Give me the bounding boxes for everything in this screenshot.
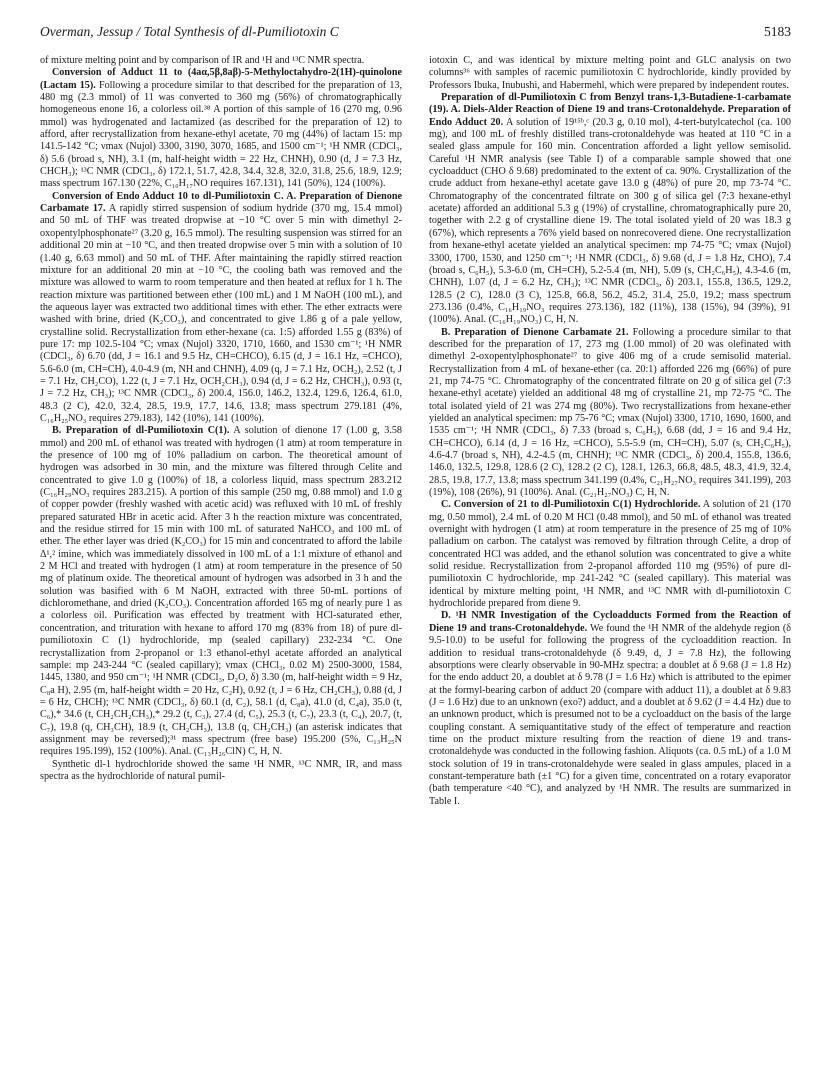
paragraph-text: We found the ¹H NMR of the aldehyde region (δ 9.5-10.0) to be useful for following the progress of the cycloaddition reaction. In addition to residual trans-crotonaldehyde (δ 9.49, d, J = 7.8 Hz), the following absorptions were clearly observable in 90-MHz spectra: a doublet at δ 9.68 (J = 1.8 Hz) for the endo adduct 20, a doublet at δ 9.78 (J = 1.6 Hz) which is attributed to the epimer at the formyl-bearing carbon of adduct 20 (compare with adduct 11), a doublet at δ 9.83 (J = 1.6 Hz) due to an unknown (exo?) adduct, and a doublet at δ 9.62 (J = 4.4 Hz) due to an unknown product, which is presumed not to be a cycloadduct on the basis of the large coupling constant. A semiquantitative study of the effect of temperature and reaction time on the product mixture resulting from the reaction of diene 19 and trans-crotonaldehyde was conducted in the following fashion. Aliquots (ca. 0.5 mL) of a 1.0 M stock solution of 19 in trans-crotonaldehyde were sealed in glass ampules, placed in a constant-temperature bath (±1 °C) for a given time, concentrated on a rotary evaporator (bath temperature <40 °C), and analyzed by ¹H NMR. The results are summarized in Table I. [429,622,791,807]
paragraph [40,55,402,67]
paragraph-text: A solution of 21 (170 mg, 0.50 mmol), 2.4 mL of 0.20 M HCl (0.48 mmol), and 50 mL of ethanol was treated overnight with hydrogen (1 atm) at room temperature in the presence of 25 mg of 10% palladium on carbon. The catalyst was removed by filtration through Celite, a drop of concentrated HCl was added, and the ethanol solution was concentrated to give a white solid residue. Recrystallization from 2-propanol afforded 110 mg (95%) of pure dl-pumiliotoxin C hydrochloride, mp 241-242 °C (sealed capillary). This material was identical by mixture melting point, ¹H NMR, and ¹³C NMR with dl-pumiliotoxin C hydrochloride prepared from diene 9. [429,499,791,610]
paragraph-text: iotoxin C, and was identical by mixture melting point and GLC analysis on two columns³⁶ with samples of racemic pumiliotoxin C hydrochloride, kindly provided by Professors Ibuka, Inubushi, and Habermehl, which were prepared by independent routes. [429,55,791,91]
paragraph [429,55,791,92]
paragraph [40,191,402,426]
right-column [429,55,791,1055]
paragraph [429,327,791,500]
section-heading: D. ¹H NMR Investigation of the Cycloadducts Formed from the Reaction of Diene 19 and trans-Crotonaldehyde. [429,610,791,634]
running-title: Overman, Jessup / Total Synthesis of dl-Pumiliotoxin C [40,24,339,39]
running-header [40,24,791,42]
paragraph [429,610,791,808]
section-heading: C. Conversion of 21 to dl-Pumiliotoxin C(1) Hydrochloride. [441,499,701,511]
section-heading: Conversion of Endo Adduct 10 to dl-Pumiliotoxin C. A. Preparation of Dienone Carbamate 17. [40,190,402,215]
section-heading: Preparation of dl-Pumiliotoxin C from Benzyl trans-1,3-Butadiene-1-carbamate (19). A. Diels-Alder Reaction of Diene 19 and trans-Crotonaldehyde. Preparation of Endo Adduct 20. [429,92,791,128]
paragraph [40,67,402,190]
section-heading: B. Preparation of Dienone Carbamate 21. [441,326,629,338]
paragraph-text: A solution of dienone 17 (1.00 g, 3.58 mmol) and 200 mL of ethanol was treated with hydrogen (1 atm) at room temperature in the presence of 100 mg of 10% palladium on carbon. The theoretical amount of hydrogen was adsorbed in 30 min, and the mixture was filtered through Celite and concentrated to give 1.0 g (100%) of 18, a colorless liquid, mass spectrum 283.212 (C₁₆H₂₉NO₃ requires 283.215). A portion of this sample (250 mg, 0.88 mmol) and 1.0 g of copper powder (freshly washed with acetic acid) was refluxed with 10 mL of freshly prepared saturated HBr in acetic acid. After 3 h the reaction mixture was concentrated, and the residue stirred for 15 min with 100 mL of saturated NaHCO₃ and 100 mL of ether. The ether layer was dried (K₂CO₃) for 15 min and concentrated to afford the labile Δ¹,² imine, which was immediately dissolved in 100 mL of a 1:1 mixture of ethanol and 2 M HCl and treated with hydrogen (1 atm) at room temperature in the presence of 50 mg of platinum oxide. The theoretical amount of hydrogen was adsorbed in 3 h and the solution was basified with 6 M NaOH, extracted with three 50-mL portions of dichloromethane, and dried (K₂CO₃). Concentration afforded 165 mg of nearly pure 1 as a colorless oil. Purification was effected by treatment with HCl-saturated ether, concentration, and trituration with hexane to afford 170 mg (83% from 18) of pure dl-pumiliotoxin C (1) hydrochloride, mp (sealed capillary) 232-234 °C. One recrystallization from 2-propanol or 1:3 ethanol-ethyl acetate afforded an analytical sample: mp 243-244 °C (sealed capillary); νmax (CHCl₃, 0.02 M) 2500-3000, 1584, 1445, 1380, and 950 cm⁻¹; ¹H NMR (CDCl₃, D₂O, δ) 3.30 (m, half-height width = 9 Hz, C₈a H), 2.95 (m, half-height width = 20 Hz, C₂H), 0.92 (t, J = 6 Hz, CH₂CH₃), 0.88 (d, J = 6 Hz, CHCH); ¹³C NMR (CDCl₃, δ) 60.1 (d, C₂), 58.1 (d, C₈a), 41.0 (d, C₄a), 35.0 (t, C₆),* 34.6 (t, CH₂CH₂CH₃),* 29.2 (t, C₃), 27.4 (d, C₅), 25.3 (t, C₇), 23.3 (t, C₄), 20.7, (t, C₇), 19.8 (q, CH₃CH), 18.9 (t, CH₂CH₃), 13.8 (q, CH₂CH₃) (an asterisk indicates that assignment may be reversed);³¹ mass spectrum (free base) 195.200 (5%, C₁₃H₂₅N requires 195.199), 152 (100%). Anal. (C₁₃H₂₆ClN) C, H, N. [40,425,402,758]
paragraph-text: Synthetic dl-1 hydrochloride showed the same ¹H NMR, ¹³C NMR, IR, and mass spectra as the hydrochloride of natural pumil- [40,758,402,782]
paragraph-text: Following a procedure similar to that described for the preparation of 13, 480 mg (2.3 mmol) of 11 was converted to 360 mg (56%) of chromatographically homogeneous enone 16, a colorless oil.³⁸ A portion of this sample of 16 (270 mg, 0.96 mmol) was hydrogenated and lactamized (as described for the preparation of 12) to afford, after recrystallization from hexane-ethyl acetate, 70 mg (44%) of lactam 15: mp 141.5-142 °C; νmax (Nujol) 3300, 3190, 3070, 1685, and 1500 cm⁻¹; ¹H NMR (CDCl₃, δ) 5.6 (broad s, NH), 3.1 (m, half-height width = 22 Hz, CHNH), 0.90 (d, J = 7.3 Hz, CHCH₃); ¹³C NMR (CDCl₃, δ) 172.1, 51.7, 42.8, 34.4, 32.8, 32.0, 31.8, 25.6, 18.9, 12.9; mass spectrum 167.130 (22%, C₁₀H₁₇NO requires 167.131), 141 (50%), 124 (100%). [40,79,402,190]
paragraph [429,92,791,327]
section-heading: B. Preparation of dl-Pumiliotoxin C(1). [52,425,230,437]
section-heading: Conversion of Adduct 11 to (4aα,5β,8aβ)-5-Methyloctahydro-2(1H)-quinolone (Lactam 15). [40,67,402,91]
paragraph [429,499,791,610]
paragraph [40,759,402,784]
page-number: 5183 [764,24,791,39]
paragraph-text: Following a procedure similar to that described for the preparation of 17, 273 mg (1.00 mmol) of 20 was olefinated with dimethyl 2-oxopentylphosphonate²⁷ to give 406 mg of a crude semisolid material. Recrystallization from 4 mL of hexane-ether (ca. 20:1) afforded 226 mg (66%) of pure 21, mp 74-75 °C. Chromatography of the concentrated filtrate on 20 g of silica gel (7:3 hexane-ethyl acetate) yielded an additional 48 mg of crystalline 21, mp 72-75 °C. The total isolated yield of 21 was 274 mg (80%). Two recrystallizations from hexane-ether yielded an analytical specimen: mp 75-76 °C; νmax (Nujol) 3300, 1710, 1690, 1600, and 1535 cm⁻¹; ¹H NMR (CDCl₃, δ) 7.33 (broad s, C₆H₅), 6.68 (dd, J = 16 and 9.4 Hz, CH=CHCO), 6.14 (d, J = 16 Hz, =CHCO), 5.5-5.9 (m, CH=CH), 5.07 (s, CH₂C₆H₅), 4.6-4.7 (broad s, NH), 4.2-4.5 (m, CHNH); ¹³C NMR (CDCl₃, δ) 200.4, 155.8, 136.6, 146.0, 132.5, 129.8, 128.6 (2 C), 128.2 (2 C), 128.1, 126.3, 66.8, 48.5, 48.3, 41.9, 32.4, 28.5, 19.8, 17.7, 13.8; mass spectrum 341.199 (0.4%, C₂₁H₂₇NO₃ requires 341.199), 203 (19%), 108 (26%), 91 (100%). Anal. (C₂₁H₂₇NO₃) C, H, N. [429,326,791,499]
paragraph [40,425,402,758]
paragraph-text: A rapidly stirred suspension of sodium hydride (370 mg, 15.4 mmol) and 50 mL of THF was treated dropwise at −10 °C over 5 min with dimethyl 2-oxopentylphosphonate²⁷ (3.20 g, 16.5 mmol). The resulting suspension was stirred for an additional 20 min at −10 °C, and then treated dropwise over 5 min with a solution of 10 (1.40 g, 6.63 mmol) and 50 mL of THF. After maintaining the rapidly stirred reaction mixture for an additional 20 min at −10 °C, the cooling bath was removed and the mixture was allowed to warm to room temperature and then heated at reflux for 1 h. The reaction mixture was partitioned between ether (100 mL) and 1 M NaOH (100 mL), and the aqueous layer was extracted two additional times with ether. The ether extracts were washed with brine, dried (K₂CO₃), and concentrated to give 1.86 g of a pale yellow, crystalline solid. Recrystallization from ether-hexane (ca. 1:5) afforded 1.55 g (83%) of pure 17: mp 102.5-104 °C; νmax (Nujol) 3320, 1710, 1660, and 1530 cm⁻¹; ¹H NMR (CDCl₃, δ) 6.70 (dd, J = 16.1 and 9.5 Hz, CH=CHCO), 6.15 (d, J = 16.1 Hz, =CHCO), 5.6-6.0 (m, CH=CH), 4.0-4.9 (m, NH and CHNH), 4.09 (q, J = 7.1 Hz, OCH₂), 2.52 (t, J = 7.1 Hz, CH₂CO), 1.22 (t, J = 7.1 Hz, OCH₂CH₃), 0.94 (d, J = 6.2 Hz, CHCH₃), 0.93 (t, J = 7.2 Hz, CH₃); ¹³C NMR (CDCl₃, δ) 200.4, 156.0, 146.2, 132.4, 129.6, 126.4, 61.0, 48.3 (2 C), 42.0, 32.4, 28.5, 19.9, 17.7, 14.6, 13.8; mass spectrum 279.181 (4%, C₁₆H₂₅NO₃ requires 279.183), 142 (10%), 141 (100%). [40,203,402,424]
left-column [40,55,402,1055]
paragraph-text: of mixture melting point and by comparison of IR and ¹H and ¹³C NMR spectra. [40,55,365,66]
paragraph-text: A solution of 19¹⁵ᵇ,ᶜ (20.3 g, 0.10 mol), 4-tert-butylcatechol (ca. 100 mg), and 100 mL of freshly distilled trans-crotonaldehyde was heated at 110 °C in a sealed glass ampule for 160 min. Concentration afforded a light yellow semisolid. Careful ¹H NMR analysis (see Table I) of a comparable sample showed that one cycloadduct (CHO δ 9.68) predominated to the extent of ca. 90%. Crystallization of the crude adduct from hexane-ethyl acetate gave 13.0 g (48%) of pure 20, mp 73-74 °C. Chromatography of the concentrated filtrate on 300 g of silica gel (7:3 hexane-ethyl acetate) afforded an additional 5.3 g (19%) of crystalline, chromatographically pure 20, together with 2.2 g of crystalline diene 19. The total isolated yield of 20 was 18.3 g (67%), which represents a 76% yield based on nonrecovered diene. One recrystallization from hexane-ethyl acetate yielded an analytical specimen: mp 74-75 °C; νmax (Nujol) 3300, 1700, 1530, and 1250 cm⁻¹; ¹H NMR (CDCl₃, δ) 9.68 (d, J = 1.8 Hz, CHO), 7.4 (broad s, C₆H₅), 5.3-6.0 (m, CH=CH), 5.2-5.4 (m, NH), 5.09 (s, CH₂C₆H₅), 4.3-4.6 (m, CHNH), 1.07 (d, J = 6.2 Hz, CH₃); ¹³C NMR (CDCl₃, δ) 203.1, 155.8, 136.5, 129.2, 128.5 (2 C), 128.0 (3 C), 125.8, 66.8, 56.2, 45.2, 31.4, 25.0, 19.2; mass spectrum 273.136 (0.4%, C₁₆H₁₉NO₃ requires 273.136), 182 (11%), 138 (15%), 94 (39%), 91 (100%). Anal. (C₁₆H₁₉NO₃) C, H, N. [429,116,791,326]
